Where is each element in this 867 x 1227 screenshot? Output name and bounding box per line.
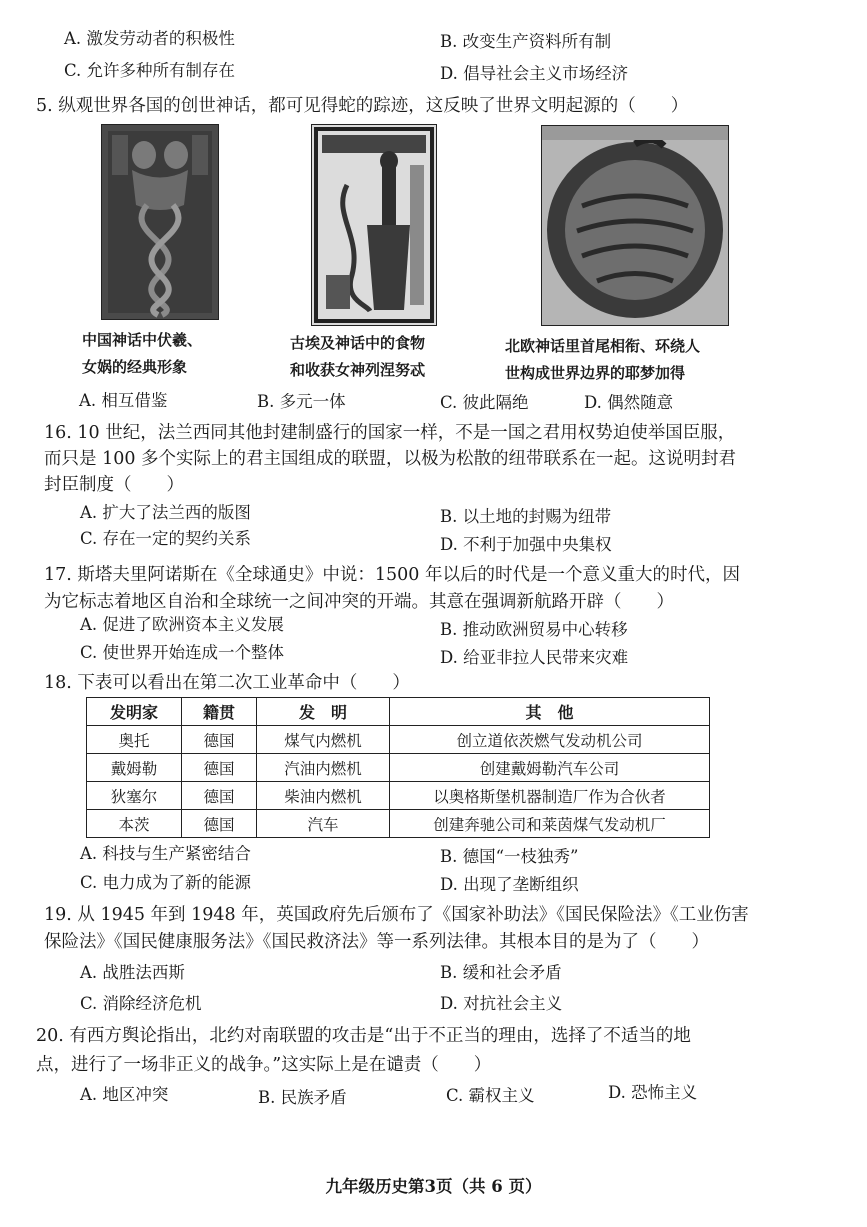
q15-stem: 5. 纵观世界各国的创世神话，都可见得蛇的踪迹，这反映了世界文明起源的（ ）	[36, 96, 689, 116]
q19-stem-line2: 保险法》《国民健康服务法》《国民救济法》等一系列法律。其根本目的是为了（ ）	[44, 932, 709, 952]
q4-option-a: A. 激发劳动者的积极性	[64, 29, 235, 48]
table-row	[87, 754, 710, 782]
table-cell: 创立道依茨燃气发动机公司	[390, 726, 710, 754]
q20-stem-line1: 20. 有西方舆论指出，北约对南联盟的攻击是“出于不正当的理由，选择了不适当的地	[36, 1026, 691, 1046]
fuxi-nuwa-image	[101, 124, 219, 320]
table-row	[87, 810, 710, 838]
q19-option-d: D. 对抗社会主义	[440, 994, 563, 1013]
caption-norse-line2: 世构成世界边界的耶梦加得	[505, 364, 686, 382]
q18-option-d: D. 出现了垄断组织	[440, 875, 579, 894]
q4-option-c: C. 允许多种所有制存在	[64, 61, 236, 80]
q19-stem-line1: 19. 从 1945 年到 1948 年，英国政府先后颁布了《国家补助法》《国民保险法》《工业伤害	[44, 905, 749, 925]
table-header-cell: 其 他	[390, 698, 710, 726]
fuxi-nuwa-illustration	[102, 125, 218, 319]
q4-option-d: D. 倡导社会主义市场经济	[440, 64, 629, 83]
inventor-table	[86, 697, 710, 838]
caption-egypt-line1: 古埃及神话中的食物	[290, 334, 426, 352]
jormungandr-illustration	[542, 126, 728, 325]
q19-option-b: B. 缓和社会矛盾	[440, 963, 562, 982]
table-cell: 狄塞尔	[87, 782, 182, 810]
table-row	[87, 726, 710, 754]
q4-option-b: B. 改变生产资料所有制	[440, 32, 612, 51]
q16-option-b: B. 以土地的封赐为纽带	[440, 507, 612, 526]
q17-stem-line1: 17. 斯塔夫里阿诺斯在《全球通史》中说：1500 年以后的时代是一个意义重大的时代，因	[44, 565, 740, 585]
q20-option-c: C. 霸权主义	[446, 1086, 535, 1105]
table-cell: 本茨	[87, 810, 182, 838]
table-cell: 柴油内燃机	[257, 782, 390, 810]
q15-option-b: B. 多元一体	[257, 392, 346, 411]
caption-egypt-line2: 和收获女神列涅努忒	[290, 361, 426, 379]
table-cell: 德国	[182, 754, 257, 782]
table-cell: 以奥格斯堡机器制造厂作为合伙者	[390, 782, 710, 810]
q17-option-b: B. 推动欧洲贸易中心转移	[440, 620, 628, 639]
q16-stem-line2: 而只是 100 多个实际上的君主国组成的联盟，以极为松散的纽带联系在一起。这说明封君	[44, 449, 737, 469]
table-cell: 创建奔驰公司和莱茵煤气发动机厂	[390, 810, 710, 838]
table-cell: 戴姆勒	[87, 754, 182, 782]
q18-option-c: C. 电力成为了新的能源	[80, 873, 252, 892]
table-row	[87, 782, 710, 810]
q17-option-c: C. 使世界开始连成一个整体	[80, 643, 285, 662]
table-header-cell: 发明家	[87, 698, 182, 726]
q20-stem-line2: 点，进行了一场非正义的战争。”这实际上是在谴责（ ）	[36, 1055, 492, 1075]
table-cell: 煤气内燃机	[257, 726, 390, 754]
table-header-cell: 籍贯	[182, 698, 257, 726]
q16-option-c: C. 存在一定的契约关系	[80, 529, 252, 548]
table-cell: 德国	[182, 810, 257, 838]
q15-option-a: A. 相互借鉴	[79, 391, 168, 410]
q16-option-a: A. 扩大了法兰西的版图	[80, 503, 251, 522]
caption-fuxi-nuwa-line1: 中国神话中伏羲、	[82, 331, 203, 349]
q16-option-d: D. 不利于加强中央集权	[440, 535, 612, 554]
table-cell: 德国	[182, 726, 257, 754]
q19-option-c: C. 消除经济危机	[80, 994, 202, 1013]
q16-stem-line3: 封臣制度（ ）	[44, 475, 184, 495]
table-cell: 奥托	[87, 726, 182, 754]
egyptian-goddess-image	[311, 124, 437, 326]
q17-option-d: D. 给亚非拉人民带来灾难	[440, 648, 629, 667]
q17-stem-line2: 为它标志着地区自治和全球统一之间冲突的开端。其意在强调新航路开辟（ ）	[44, 592, 674, 612]
table-header-row	[87, 698, 710, 726]
q18-option-a: A. 科技与生产紧密结合	[80, 844, 251, 863]
q20-option-a: A. 地区冲突	[80, 1085, 169, 1104]
q15-option-d: D. 偶然随意	[584, 393, 674, 412]
q17-option-a: A. 促进了欧洲资本主义发展	[80, 615, 284, 634]
q18-stem: 18. 下表可以看出在第二次工业革命中（ ）	[44, 673, 410, 693]
jormungandr-image	[541, 125, 729, 326]
q15-option-c: C. 彼此隔绝	[440, 393, 529, 412]
q20-option-b: B. 民族矛盾	[258, 1088, 347, 1107]
table-header-cell: 发 明	[257, 698, 390, 726]
caption-fuxi-nuwa-line2: 女娲的经典形象	[82, 358, 188, 376]
q18-option-b: B. 德国“一枝独秀”	[440, 847, 579, 866]
q20-option-d: D. 恐怖主义	[608, 1083, 698, 1102]
table-cell: 创建戴姆勒汽车公司	[390, 754, 710, 782]
table-cell: 汽车	[257, 810, 390, 838]
caption-norse-line1: 北欧神话里首尾相衔、环绕人	[505, 337, 701, 355]
egyptian-goddess-illustration	[312, 125, 436, 325]
table-cell: 德国	[182, 782, 257, 810]
page-footer: 九年级历史第3页（共 6 页）	[325, 1177, 542, 1196]
table-cell: 汽油内燃机	[257, 754, 390, 782]
q16-stem-line1: 16. 10 世纪，法兰西同其他封建制盛行的国家一样，不是一国之君用权势迫使举国臣服，	[44, 423, 736, 443]
q19-option-a: A. 战胜法西斯	[80, 963, 185, 982]
